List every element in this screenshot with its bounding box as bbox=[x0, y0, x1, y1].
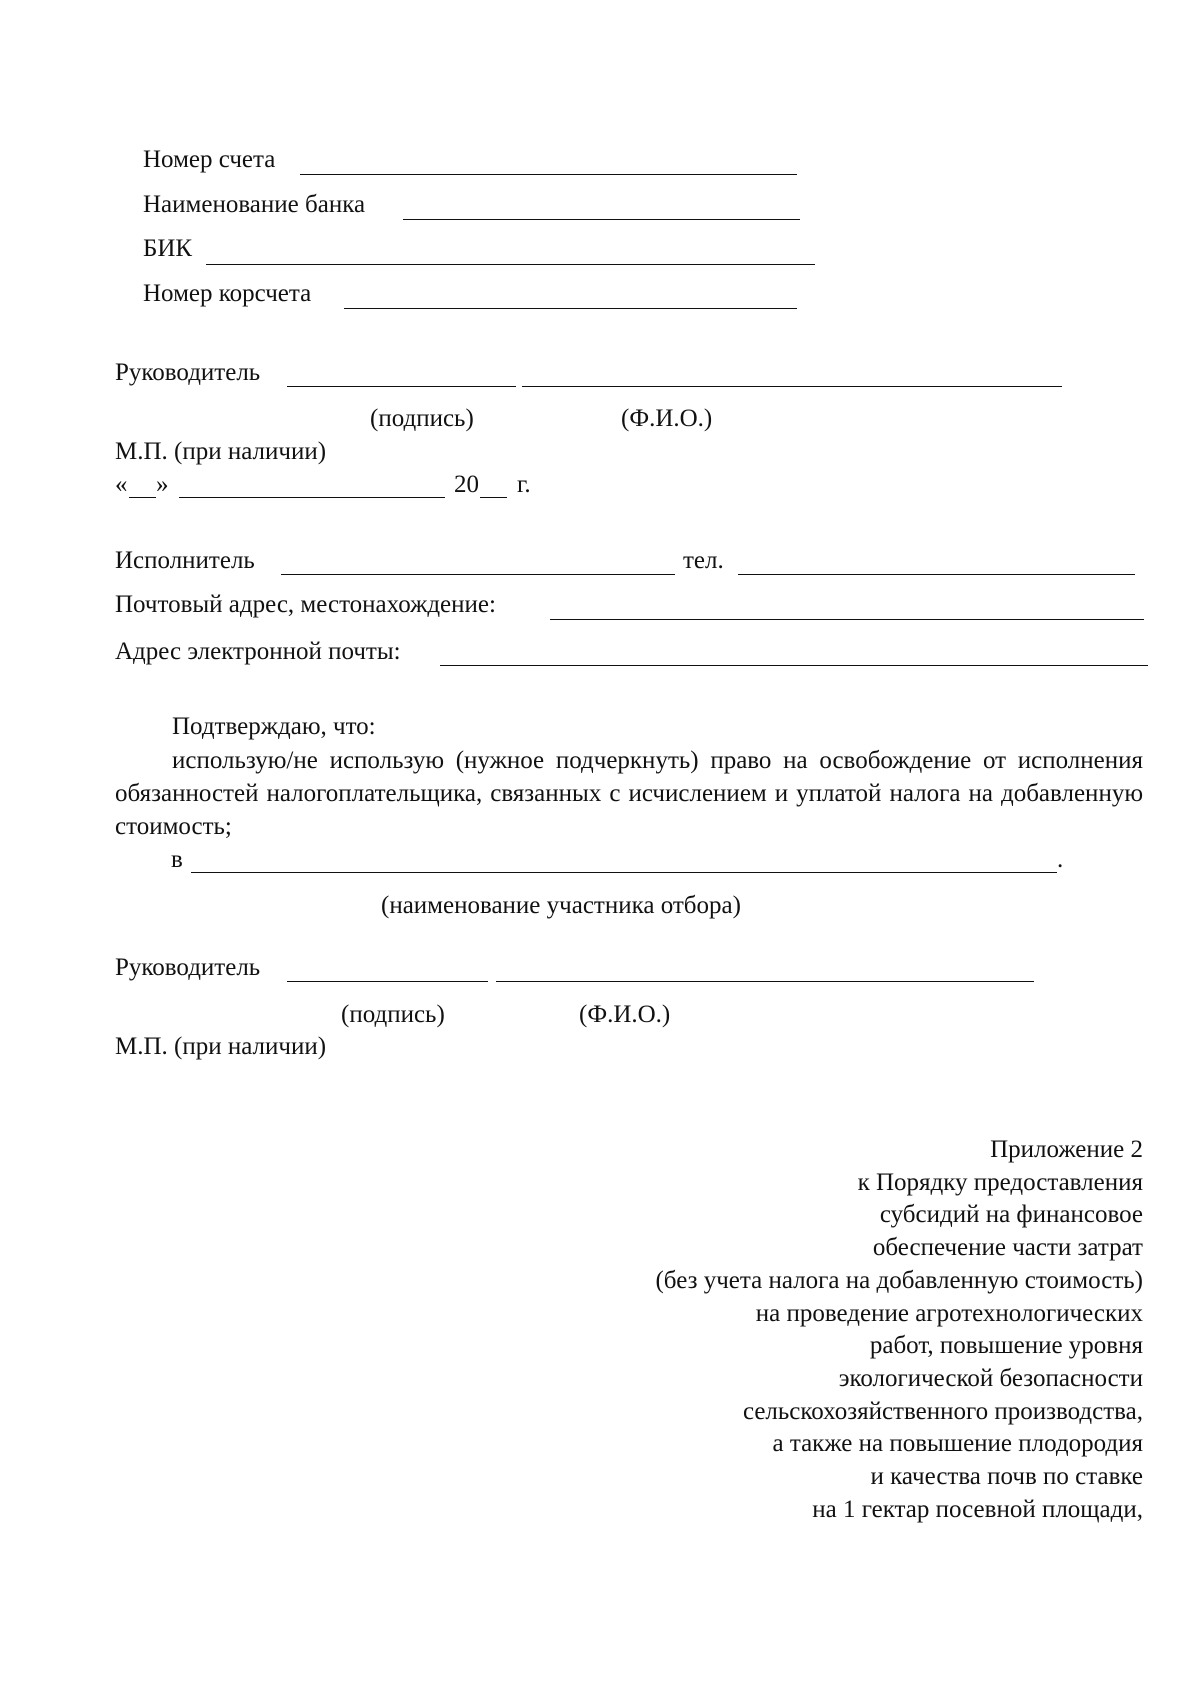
appendix-line: экологической безопасности bbox=[838, 1364, 1143, 1392]
phone-field[interactable] bbox=[738, 574, 1135, 575]
bank-name-field[interactable] bbox=[403, 219, 800, 220]
account-number-label: Номер счета bbox=[143, 146, 276, 173]
date-month-field[interactable] bbox=[179, 497, 445, 498]
bank-name-label: Наименование банка bbox=[143, 191, 366, 218]
date-quote-open: « bbox=[115, 471, 128, 498]
year-prefix: 20 bbox=[454, 471, 479, 498]
corr-account-field[interactable] bbox=[344, 308, 797, 309]
year-suffix: г. bbox=[517, 471, 531, 498]
appendix-header bbox=[443, 1134, 1143, 1526]
date-year-field[interactable] bbox=[480, 497, 507, 498]
in-prefix: в bbox=[171, 846, 183, 873]
postal-address-field[interactable] bbox=[550, 619, 1144, 620]
head-signature-field-1[interactable] bbox=[287, 386, 516, 387]
appendix-line: сельскохозяйственного производства, bbox=[742, 1397, 1143, 1425]
head-fullname-field-1[interactable] bbox=[522, 386, 1062, 387]
signature-caption-2: (подпись) bbox=[341, 1001, 445, 1028]
executor-label: Исполнитель bbox=[115, 547, 255, 574]
bik-field[interactable] bbox=[206, 264, 815, 265]
date-day-field[interactable] bbox=[129, 497, 156, 498]
appendix-line: субсидий на финансовое bbox=[879, 1201, 1143, 1229]
signature-caption-1: (подпись) bbox=[370, 405, 474, 432]
phone-label: тел. bbox=[683, 547, 724, 574]
head-signature-field-2[interactable] bbox=[287, 981, 488, 982]
appendix-line: обеспечение части затрат bbox=[872, 1234, 1143, 1262]
head-label-1: Руководитель bbox=[115, 359, 261, 386]
date-quote-close: » bbox=[156, 471, 169, 498]
appendix-line: и качества почв по ставке bbox=[870, 1463, 1143, 1491]
postal-address-label: Почтовый адрес, местонахождение: bbox=[115, 591, 496, 618]
participant-name-field[interactable] bbox=[191, 872, 1057, 873]
appendix-line: на 1 гектар посевной площади, bbox=[812, 1495, 1143, 1523]
account-number-field[interactable] bbox=[300, 174, 797, 175]
confirmation-intro: Подтверждаю, что: bbox=[172, 713, 376, 740]
confirmation-body: использую/не использую (нужное подчеркнуть) право на освобождение от исполнения обязанностей налогоплательщика, связанных с исчислением и уплатой налога на добавленную стоимость; bbox=[115, 747, 1143, 840]
head-fullname-field-2[interactable] bbox=[496, 981, 1034, 982]
bik-label: БИК bbox=[143, 235, 193, 262]
email-field[interactable] bbox=[440, 665, 1148, 666]
participant-period: . bbox=[1057, 846, 1064, 873]
appendix-line: на проведение агротехнологических bbox=[755, 1299, 1143, 1327]
appendix-line: Приложение 2 bbox=[990, 1136, 1143, 1163]
email-label: Адрес электронной почты: bbox=[115, 638, 401, 665]
fullname-caption-2: (Ф.И.О.) bbox=[579, 1001, 671, 1028]
participant-caption: (наименование участника отбора) bbox=[381, 892, 741, 919]
corr-account-label: Номер корсчета bbox=[143, 280, 312, 307]
appendix-line: а также на повышение плодородия bbox=[772, 1430, 1143, 1458]
confirmation-body-paragraph bbox=[115, 744, 1143, 843]
executor-field[interactable] bbox=[281, 574, 675, 575]
fullname-caption-1: (Ф.И.О.) bbox=[621, 405, 713, 432]
appendix-line: работ, повышение уровня bbox=[869, 1332, 1143, 1360]
appendix-line: к Порядку предоставления bbox=[857, 1168, 1143, 1196]
appendix-line: (без учета налога на добавленную стоимость) bbox=[655, 1266, 1143, 1294]
stamp-label-1: М.П. (при наличии) bbox=[115, 438, 327, 465]
head-label-2: Руководитель bbox=[115, 954, 261, 981]
stamp-label-2: М.П. (при наличии) bbox=[115, 1033, 327, 1060]
